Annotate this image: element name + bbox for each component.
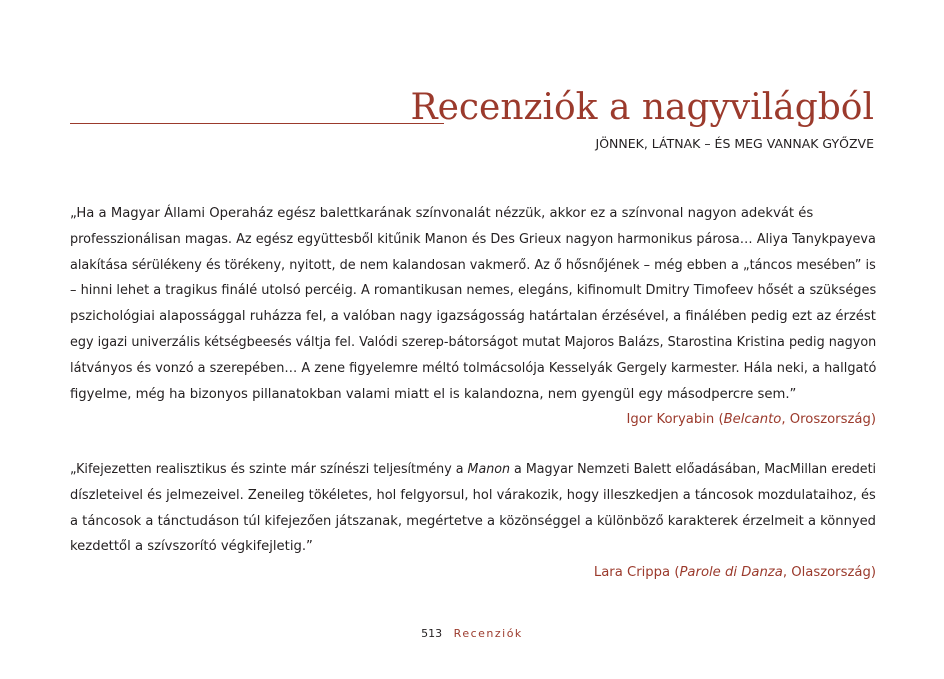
review-text-line: kezdettől a szívszorító végkifejletig.” <box>70 539 313 555</box>
review-text-line: – hinni lehet a tragikus finálé utolsó percéig. A romantikusan nemes, elegáns, kifinomult Dmitry Timofeev hősét a szükséges <box>70 283 877 299</box>
page-subtitle: JÖNNEK, LÁTNAK – ÉS MEG VANNAK GYŐZVE <box>595 136 874 151</box>
review-attribution <box>70 560 876 586</box>
review-text-line: díszleteivel és jelmezeivel. Zeneileg tökéletes, hol felgyorsul, hol várakozik, hogy illeszkedjen a táncosok mozdulataihoz, és <box>70 487 876 503</box>
review-crippa <box>70 457 876 586</box>
review-publication: Belcanto <box>723 412 782 428</box>
review-text-italic: Manon <box>467 462 511 477</box>
review-text-line: pszichológiai alapossággal ruházza fel, a valóban nagy igazságosság határtalan érzésével, a finálében pedig ezt az érzést <box>70 309 876 325</box>
page-title: Recenziók a nagyvilágból <box>410 87 874 128</box>
page-number: 513 <box>421 627 443 640</box>
review-koryabin <box>70 201 876 433</box>
review-author: Igor Koryabin <box>626 412 715 428</box>
review-text-line <box>70 457 877 483</box>
review-text-line: professzionálisan magas. Az egész együttesből kitűnik Manon és Des Grieux nagyon harmonikus párosa… Aliya Tanykpayeva <box>70 231 876 247</box>
review-author: Lara Crippa <box>593 565 671 581</box>
review-text-segment: a Magyar Nemzeti Balett előadásában, MacMillan eredeti <box>510 462 877 477</box>
page-footer <box>0 627 944 641</box>
paren-open: ( <box>718 412 724 428</box>
review-text-line: a táncosok a tánctudáson túl kifejezően játszanak, megértetve a közönséggel a különböző karakterek érzelmeit a könnyed <box>70 513 876 529</box>
review-publication: Parole di Danza <box>679 565 783 581</box>
review-text-line: alakítása sérülékeny és törékeny, nyitott, de nem kalandosan vakmerő. Az ő hősnőjének – még ebben a „táncos mesében” is <box>70 257 876 273</box>
review-country: , Oroszország) <box>781 412 876 428</box>
review-attribution <box>70 407 876 433</box>
review-text-line: figyelme, még ha bizonyos pillanatokban valami miatt el is kalandozna, nem gyengül egy másodpercre sem.” <box>70 386 797 402</box>
review-text-line: egy igazi univerzális kétségbeesés váltja fel. Valódi szerep-bátorságot mutat Majoros Balázs, Starostina Kristina pedig nagyon <box>70 334 877 350</box>
review-text-line: látványos és vonzó a szerepében… A zene figyelemre méltó tolmácsolója Kesselyák Gergely karmester. Hála neki, a hallgató <box>70 360 877 376</box>
section-name: Recenziók <box>453 627 523 640</box>
paren-open: ( <box>674 565 680 581</box>
review-text-line: „Ha a Magyar Állami Operaház egész balettkarának színvonalát nézzük, akkor ez a színvonal nagyon adekvát és <box>70 206 814 221</box>
review-text-segment: „Kifejezetten realisztikus és szinte már színészi teljesítmény a <box>70 462 468 477</box>
header-rule <box>70 123 444 124</box>
review-country: , Olaszország) <box>782 565 876 581</box>
